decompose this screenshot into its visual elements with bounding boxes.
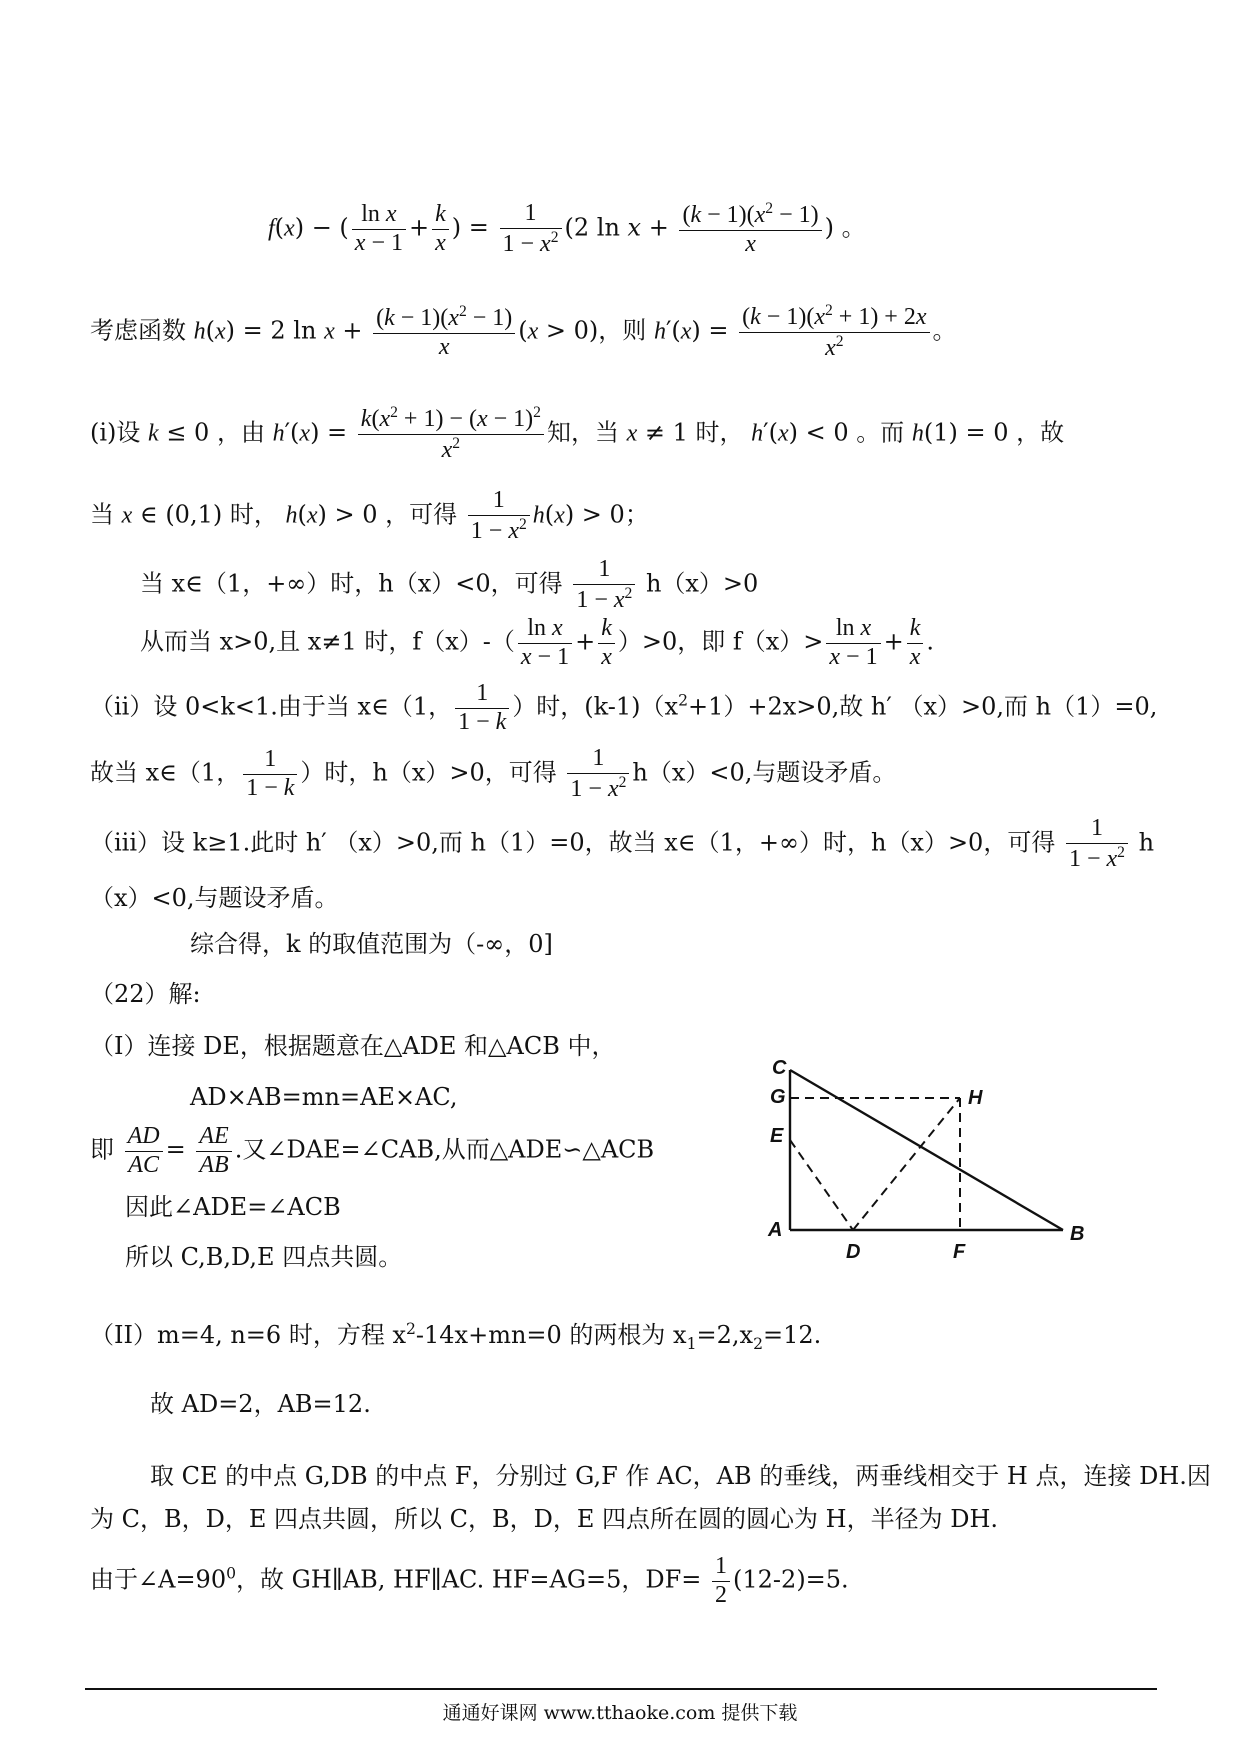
formula-line-15: 即 $\frac{AD}{AC}$ = $\frac{AE}{AB}$ .又∠DAE=∠CAB,从而△ADE∽△ACB	[90, 1123, 655, 1178]
text-line-17: 所以 C,B,D,E 四点共圆。	[125, 1243, 403, 1271]
text-line-19: 故 AD=2，AB=12.	[150, 1390, 371, 1418]
geometry-figure	[760, 1040, 1100, 1270]
text-line-14: AD×AB=mn=AE×AC,	[190, 1083, 458, 1111]
segment-cb	[790, 1070, 1063, 1230]
text-line-13: （I）连接 DE，根据题意在△ADE 和△ACB 中，	[90, 1032, 616, 1060]
point-label-a: A	[768, 1219, 783, 1241]
point-label-h: H	[968, 1087, 983, 1109]
formula-line-7: （ii）设 0<k<1.由于当 x∈（1， $\frac{1}{1 - k}$ ）时，$(k-1)(x^2+1)+2x>0$,故 h′ （x）>0,而 h（1）=0,	[90, 680, 1158, 735]
point-label-c: C	[772, 1057, 787, 1079]
text-line-16: 因此∠ADE=∠ACB	[125, 1193, 341, 1221]
formula-line-8: 故当 x∈（1， $\frac{1}{1 - k}$ ）时，h（x）>0，可得 $\frac{1}{1 - x^2}$ h（x）<0,与题设矛盾。	[90, 745, 897, 802]
point-label-d: D	[846, 1241, 861, 1263]
point-label-g: G	[770, 1086, 786, 1108]
point-label-b: B	[1070, 1223, 1085, 1245]
formula-line-1: f(x) − ( $\frac{\text{ln x}}{x - 1}$ + $\frac{k}{x}$ ) = $\frac{1}{1 - x^2}$ (2 ln x + $\frac{(k - 1)(x^2 - 1)}{x}$ ) 。	[268, 200, 866, 257]
formula-line-2: 考虑函数 h(x) = 2 ln x + $\frac{(k - 1)(x^2 - 1)}{x}$ (x > 0)，则 h′(x) = $\frac{(k - 1)(x^2 + 1) + 2x}{x^2}$ 。	[90, 302, 957, 361]
text-line-21: 为 C，B，D，E 四点共圆，所以 C，B，D，E 四点所在圆的圆心为 H，半径为 DH.	[90, 1505, 999, 1533]
formula-line-5: 当 x∈（1，+∞）时，h（x）<0，可得 $\frac{1}{1 - x^2}$ h（x）>0	[140, 556, 759, 613]
point-label-f: F	[953, 1241, 966, 1263]
formula-line-18: （II）m=4, n=6 时，方程 $x^2-14x+mn=0$ 的两根为 $x_1=2,x_2=12$.	[90, 1320, 822, 1353]
point-label-e: E	[770, 1125, 784, 1147]
formula-line-4: 当 x ∈ (0,1) 时， h(x) > 0 ，可得 $\frac{1}{1 - x^2}$ h(x) > 0；	[90, 487, 649, 544]
segment-dh	[853, 1098, 960, 1230]
formula-line-9: （iii）设 k≥1.此时 h′ （x）>0,而 h（1）=0，故当 x∈（1，+∞）时，h（x）>0，可得 $\frac{1}{1 - x^2}$ h	[90, 815, 1155, 872]
text-line-10: （x）<0,与题设矛盾。	[90, 884, 339, 912]
footer-divider	[85, 1688, 1157, 1690]
formula-line-3: (i)设 k ≤ 0 ，由 h′(x) = $\frac{k(x^2 + 1) - (x - 1)^2}{x^2}$ 知，当 x ≠ 1 时， h′(x) < 0 。而 h(1) = 0 ，故	[90, 404, 1065, 463]
formula-line-6: 从而当 x>0,且 x≠1 时，f（x）-（ $\frac{\text{ln x}}{x - 1}$ + $\frac{k}{x}$ ）>0，即 f（x）> $\frac{\text{ln x}}{x - 1}$ + $\frac{k}{x}$ .	[140, 615, 934, 670]
text-line-12: （22）解:	[90, 980, 201, 1008]
segment-ed	[790, 1140, 853, 1230]
text-line-20: 取 CE 的中点 G,DB 的中点 F，分别过 G,F 作 AC，AB 的垂线，两垂线相交于 H 点，连接 DH.因	[150, 1462, 1211, 1490]
footer-text: 通通好课网 www.tthaoke.com 提供下载	[442, 1702, 798, 1724]
formula-line-22: 由于$\angle A=90^0$，故 GH∥AB, HF∥AC. HF=AG=5，DF= $\frac{1}{2}$ (12-2)=5.	[90, 1553, 849, 1608]
text-line-11: 综合得，k 的取值范围为（-∞，0]	[190, 930, 553, 958]
